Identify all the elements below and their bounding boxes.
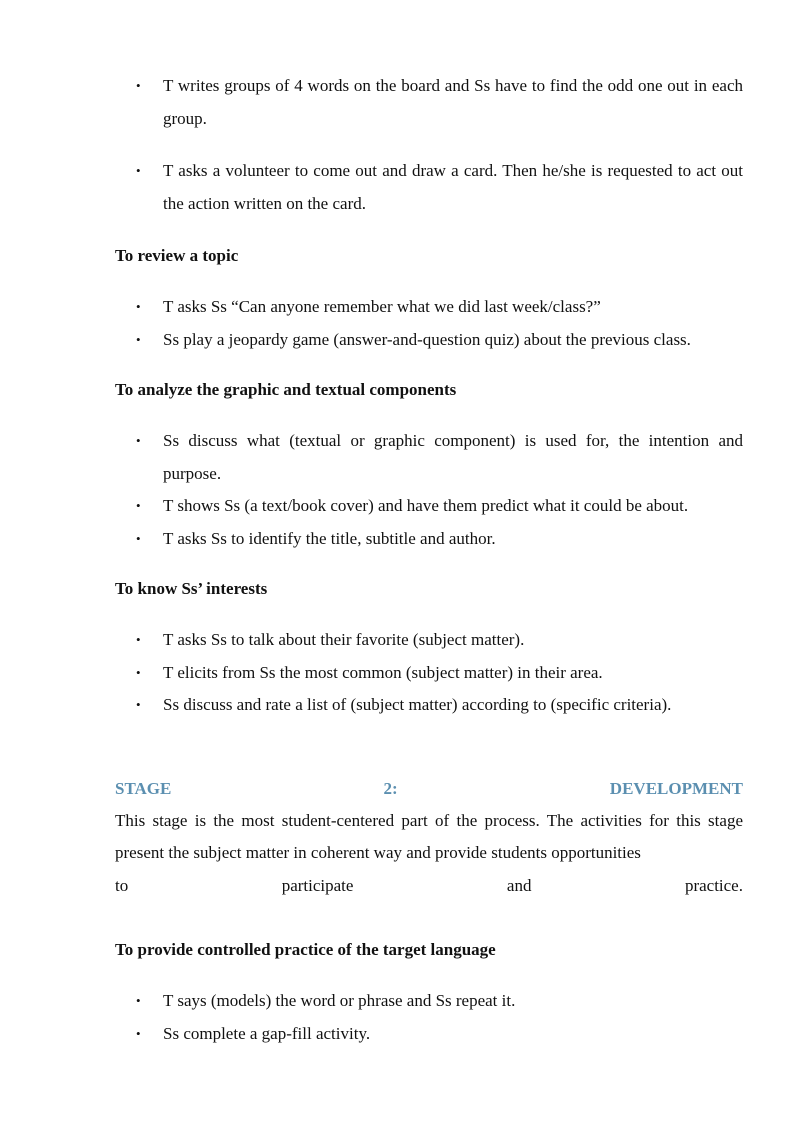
stage-description-last-line [115, 870, 743, 903]
stage-description-word: and [506, 875, 532, 895]
list-item-text: T asks Ss to identify the title, subtitle and author. [163, 528, 496, 548]
intro-bullet-list [115, 70, 743, 220]
list-item-text: T asks Ss to talk about their favorite (subject matter). [163, 630, 525, 649]
list-item-text: T asks Ss “Can anyone remember what we did last week/class?” [163, 297, 601, 316]
review-bullet-list [115, 291, 743, 356]
list-item-text: Ss complete a gap-fill activity. [163, 1023, 371, 1043]
bullet-icon: • [136, 664, 141, 680]
stage-description-word: participate [281, 875, 354, 895]
bullet-icon: • [136, 299, 141, 314]
list-item [115, 291, 743, 324]
stage-description-word: practice. [684, 875, 743, 895]
list-item [115, 657, 743, 690]
bullet-icon: • [136, 632, 141, 647]
stage-heading-number: 2: [383, 778, 398, 798]
bullet-icon: • [136, 331, 141, 347]
section-heading-analyze: To analyze the graphic and textual components [115, 380, 457, 399]
list-item-text: T shows Ss (a text/book cover) and have them predict what it could be about. [163, 496, 689, 515]
list-item-text: T writes groups of 4 words on the board and Ss have to find the odd one out in each group. [163, 76, 743, 128]
list-item [115, 155, 743, 220]
list-item-text: Ss discuss and rate a list of (subject matter) according to (specific criteria). [163, 695, 672, 714]
stage-description-word: to [115, 875, 129, 895]
list-item-text: Ss discuss what (textual or graphic component) is used for, the intention and purpose. [163, 431, 743, 483]
analyze-bullet-list [115, 425, 743, 555]
bullet-icon: • [136, 1025, 141, 1041]
bullet-icon: • [136, 498, 141, 513]
stage-heading [115, 773, 743, 805]
list-item-text: T says (models) the word or phrase and Ss repeat it. [163, 991, 516, 1010]
list-item [115, 1018, 743, 1051]
stage-description [115, 805, 743, 870]
stage-heading-word: STAGE [115, 778, 172, 798]
bullet-icon: • [136, 697, 141, 712]
bullet-icon: • [136, 530, 141, 546]
list-item [115, 624, 743, 657]
list-item-text: T asks a volunteer to come out and draw a card. Then he/she is requested to act out the action written on the card. [163, 161, 743, 213]
list-item [115, 425, 743, 490]
section-heading-review: To review a topic [115, 246, 239, 265]
bullet-icon: • [136, 78, 141, 93]
list-item [115, 689, 743, 722]
list-item [115, 985, 743, 1018]
controlled-bullet-list [115, 985, 743, 1050]
stage-heading-title: DEVELOPMENT [609, 778, 743, 798]
list-item [115, 70, 743, 135]
bullet-icon: • [136, 993, 141, 1008]
list-item-text: T elicits from Ss the most common (subject matter) in their area. [163, 662, 603, 682]
bullet-icon: • [136, 163, 141, 178]
list-item-text: Ss play a jeopardy game (answer-and-question quiz) about the previous class. [163, 329, 691, 349]
list-item [115, 523, 743, 556]
section-heading-interests: To know Ss’ interests [115, 579, 268, 598]
stage-description-text: This stage is the most student-centered part of the process. The activities for this stage present the subject matter in coherent way and provide students opportunities [115, 810, 743, 862]
section-heading-controlled: To provide controlled practice of the target language [115, 940, 496, 959]
list-item [115, 490, 743, 523]
bullet-icon: • [136, 433, 141, 448]
interests-bullet-list [115, 624, 743, 722]
list-item [115, 324, 743, 357]
page-content [115, 70, 743, 1050]
